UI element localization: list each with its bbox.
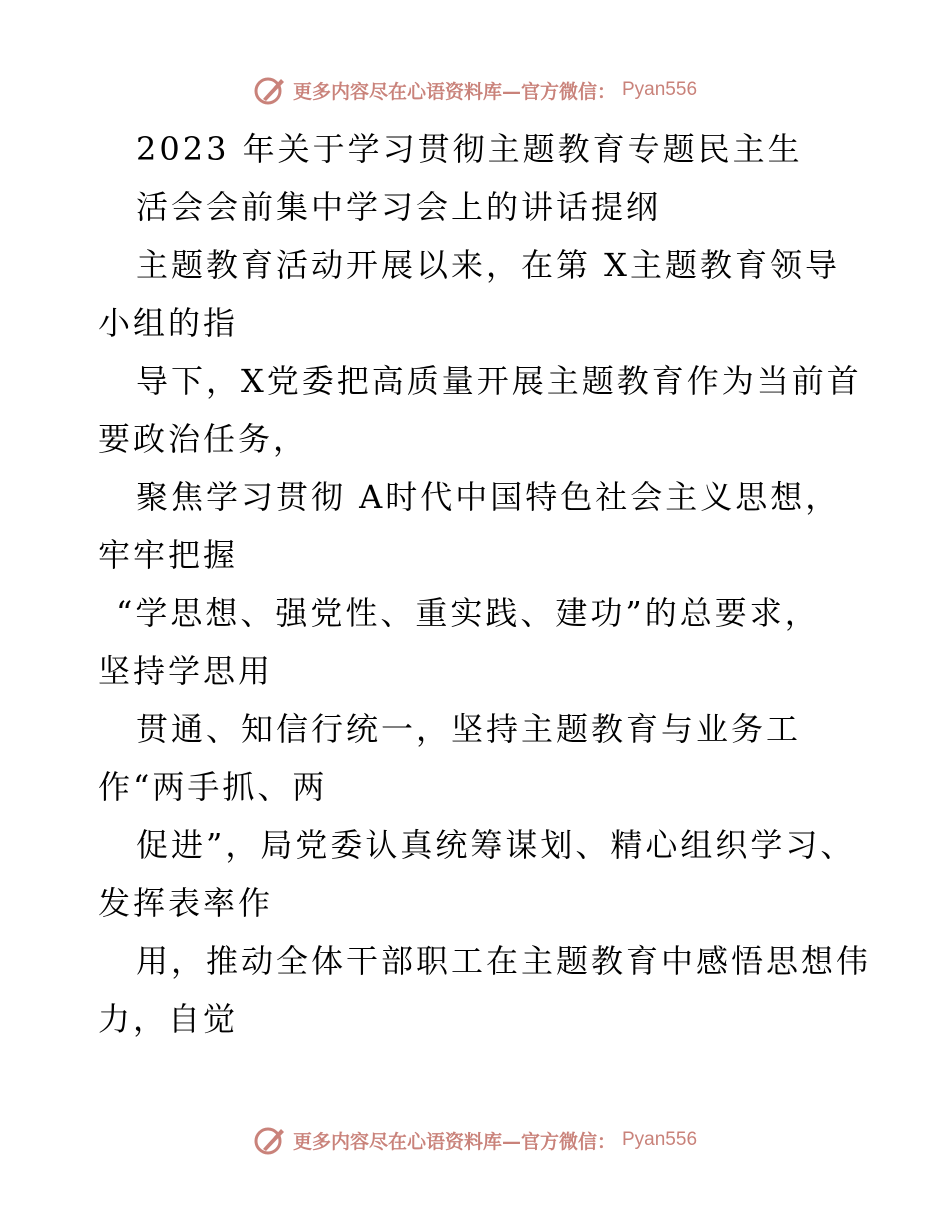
body-line: 发挥表率作 [98,884,274,922]
quill-logo-icon [253,1123,287,1157]
watermark-wechat-id: Pyan556 [622,79,698,100]
body-line: 聚焦学习贯彻 A时代中国特色社会主义思想， [136,478,841,516]
title-line: 2023 年关于学习贯彻主题教育专题民主生 [136,130,803,168]
watermark-text: 更多内容尽在心语资料库—官方微信： [292,1130,616,1153]
title-line: 活会会前集中学习会上的讲话提纲 [136,188,662,226]
watermark-wechat-id: Pyan556 [622,1129,698,1150]
document-body [98,120,888,1048]
header-watermark [0,70,950,110]
body-line: 小组的指 [98,304,239,342]
body-line: 促进”，局党委认真统筹谋划、精心组织学习、 [136,826,856,864]
body-line: 牢牢把握 [98,536,239,574]
body-line: 坚持学思用 [98,652,274,690]
watermark-text: 更多内容尽在心语资料库—官方微信： [292,80,616,103]
quill-logo-icon [253,73,287,107]
body-line: 力，自觉 [98,1000,239,1038]
body-line: 作“两手抓、两 [98,768,328,806]
body-line: 导下，X党委把高质量开展主题教育作为当前首 [136,362,862,400]
body-line: 贯通、知信行统一，坚持主题教育与业务工 [136,710,802,748]
body-line: “学思想、强党性、重实践、建功”的总要求， [116,594,820,632]
body-line: 用，推动全体干部职工在主题教育中感悟思想伟 [136,942,872,980]
body-line: 要政治任务， [98,420,309,458]
body-line: 主题教育活动开展以来，在第 X主题教育领导 [136,246,840,284]
footer-watermark [0,1120,950,1160]
